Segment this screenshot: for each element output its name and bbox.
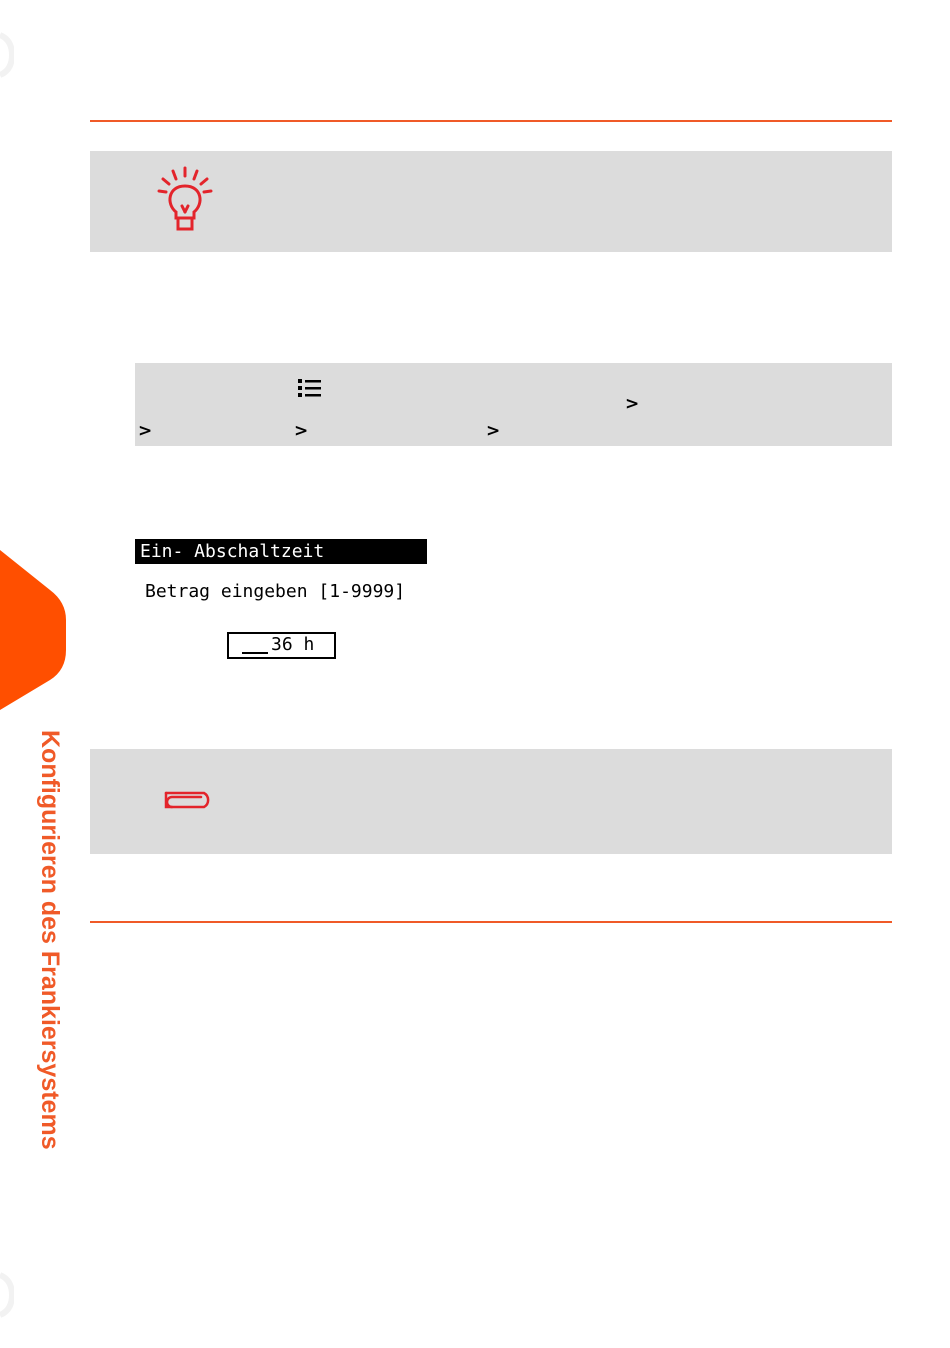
paperclip-icon bbox=[163, 787, 215, 811]
path-separator: > bbox=[294, 421, 309, 441]
path-separator: > bbox=[486, 421, 501, 441]
section-top-rule bbox=[90, 120, 892, 122]
chapter-side-tab bbox=[0, 550, 66, 710]
chapter-side-label: Konfigurieren des Frankiersystems bbox=[36, 730, 64, 1150]
path-separator: > bbox=[138, 421, 153, 441]
list-menu-icon bbox=[298, 378, 322, 398]
lcd-field-value: 36 h bbox=[271, 634, 315, 655]
lcd-value-field[interactable] bbox=[227, 632, 336, 659]
section-bottom-rule bbox=[90, 921, 892, 923]
lcd-screen-title: Ein- Abschaltzeit bbox=[135, 539, 427, 564]
navigation-path-box bbox=[135, 363, 892, 446]
page-edge-mark bbox=[0, 30, 14, 80]
lcd-prompt-text: Betrag eingeben [1-9999] bbox=[145, 581, 406, 602]
path-separator: > bbox=[625, 394, 640, 414]
lightbulb-icon bbox=[156, 166, 214, 234]
lcd-cursor-underline bbox=[242, 652, 268, 654]
page-edge-mark bbox=[0, 1270, 14, 1320]
